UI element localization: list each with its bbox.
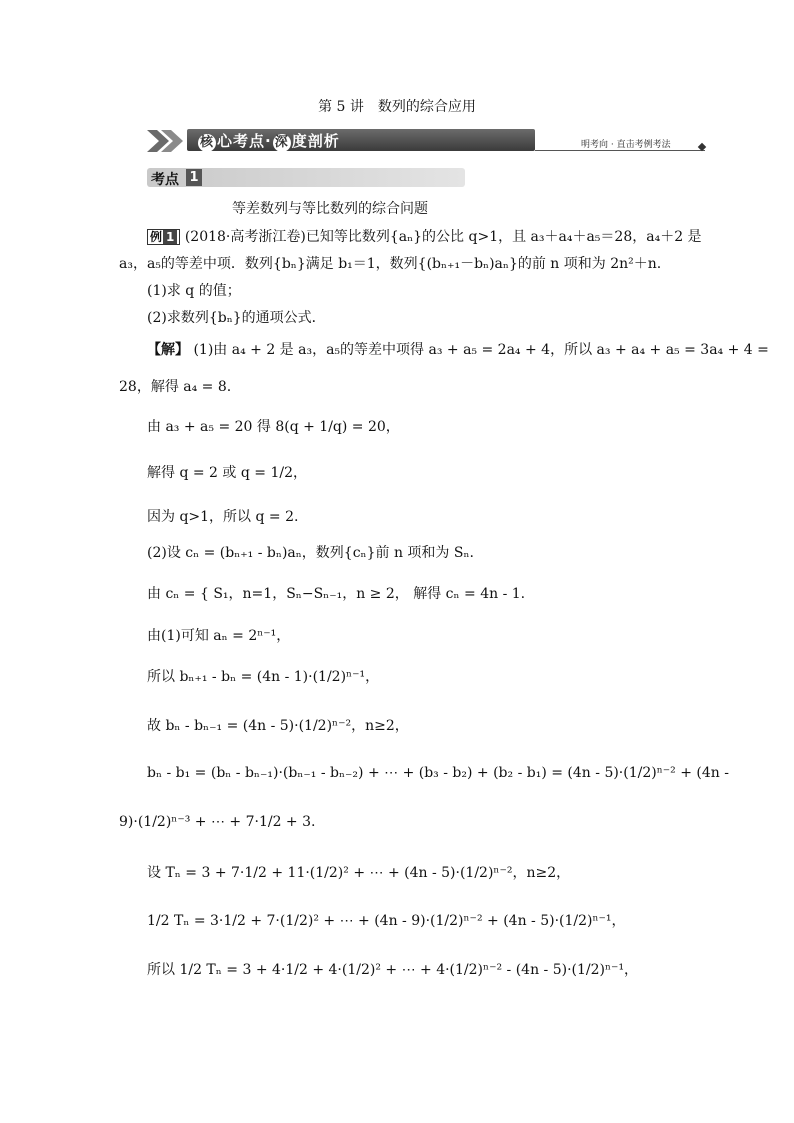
- page-title: 第 5 讲 数列的综合应用: [318, 99, 476, 115]
- solution-line-4: 解得 q = 2 或 q = 1/2，: [147, 465, 307, 481]
- solution-line-5: 因为 q>1，所以 q = 2.: [147, 509, 299, 525]
- question-1: (1)求 q 的值；: [147, 283, 241, 299]
- problem-line-2: a₃，a₅的等差中项．数列{bₙ}满足 b₁＝1，数列{(bₙ₊₁－bₙ)aₙ}的前 n 项和为 2n²＋n.: [119, 256, 662, 272]
- solution-line-9: 所以 bₙ₊₁ - bₙ = (4n - 1)·(1/2)ⁿ⁻¹，: [147, 669, 380, 685]
- banner-title: 核 心考点· 深 度剖析: [199, 132, 340, 150]
- solution-line-15: 所以 1/2 Tₙ = 3 + 4·1/2 + 4·(1/2)² + ⋯ + 4·(1/2)ⁿ⁻² - (4n - 5)·(1/2)ⁿ⁻¹，: [147, 962, 639, 978]
- chevron-arrows-icon: [147, 128, 191, 154]
- question-2: (2)求数列{bₙ}的通项公式．: [147, 310, 326, 326]
- solution-line-12: 9)·(1/2)ⁿ⁻³ + ⋯ + 7·1/2 + 3.: [119, 814, 316, 830]
- solution-line-8: 由(1)可知 aₙ = 2ⁿ⁻¹，: [147, 628, 291, 644]
- solution-label: 【解】: [147, 342, 189, 358]
- solution-line-2: 28，解得 a₄ = 8.: [119, 379, 232, 395]
- solution-line-7: 由 cₙ = { S₁，n=1，Sₙ−Sₙ₋₁，n ≥ 2， 解得 cₙ = 4n - 1.: [147, 586, 526, 602]
- banner-circle-1: 核: [199, 135, 214, 150]
- banner-subtitle: 明考向 · 直击考例考法: [581, 140, 671, 150]
- problem-line-1: 例 1 (2018·高考浙江卷)已知等比数列{aₙ}的公比 q>1，且 a₃＋a₄＋a₅＝28，a₄＋2 是: [147, 226, 702, 246]
- banner-divider: [535, 150, 705, 151]
- solution-line-11: bₙ - b₁ = (bₙ - bₙ₋₁)·(bₙ₋₁ - bₙ₋₂) + ⋯ + (b₃ - b₂) + (b₂ - b₁) = (4n - 5)·(1/2)ⁿ⁻² + (4n -: [147, 765, 729, 781]
- example-badge: 例 1: [147, 229, 180, 245]
- kaodian-title: 等差数列与等比数列的综合问题: [232, 201, 428, 217]
- solution-line-10: 故 bₙ - bₙ₋₁ = (4n - 5)·(1/2)ⁿ⁻²，n≥2，: [147, 718, 409, 734]
- solution-line-6: (2)设 cₙ = (bₙ₊₁ - bₙ)aₙ，数列{cₙ}前 n 项和为 Sₙ.: [147, 545, 474, 561]
- solution-line-1: 【解】 (1)由 a₄ + 2 是 a₃，a₅的等差中项得 a₃ + a₅ = 2a₄ + 4，所以 a₃ + a₄ + a₅ = 3a₄ + 4 =: [147, 342, 769, 358]
- kaodian-bar: [147, 168, 465, 187]
- solution-line-14: 1/2 Tₙ = 3·1/2 + 7·(1/2)² + ⋯ + (4n - 9)·(1/2)ⁿ⁻² + (4n - 5)·(1/2)ⁿ⁻¹，: [147, 913, 626, 929]
- banner-circle-2: 深: [274, 135, 289, 150]
- section-banner: [147, 127, 707, 157]
- solution-line-13: 设 Tₙ = 3 + 7·1/2 + 11·(1/2)² + ⋯ + (4n - 5)·(1/2)ⁿ⁻²，n≥2，: [147, 865, 571, 881]
- kaodian-label: 考点: [151, 172, 179, 188]
- solution-line-3: 由 a₃ + a₅ = 20 得 8(q + 1/q) = 20，: [147, 419, 400, 435]
- kaodian-number: 1: [186, 169, 202, 186]
